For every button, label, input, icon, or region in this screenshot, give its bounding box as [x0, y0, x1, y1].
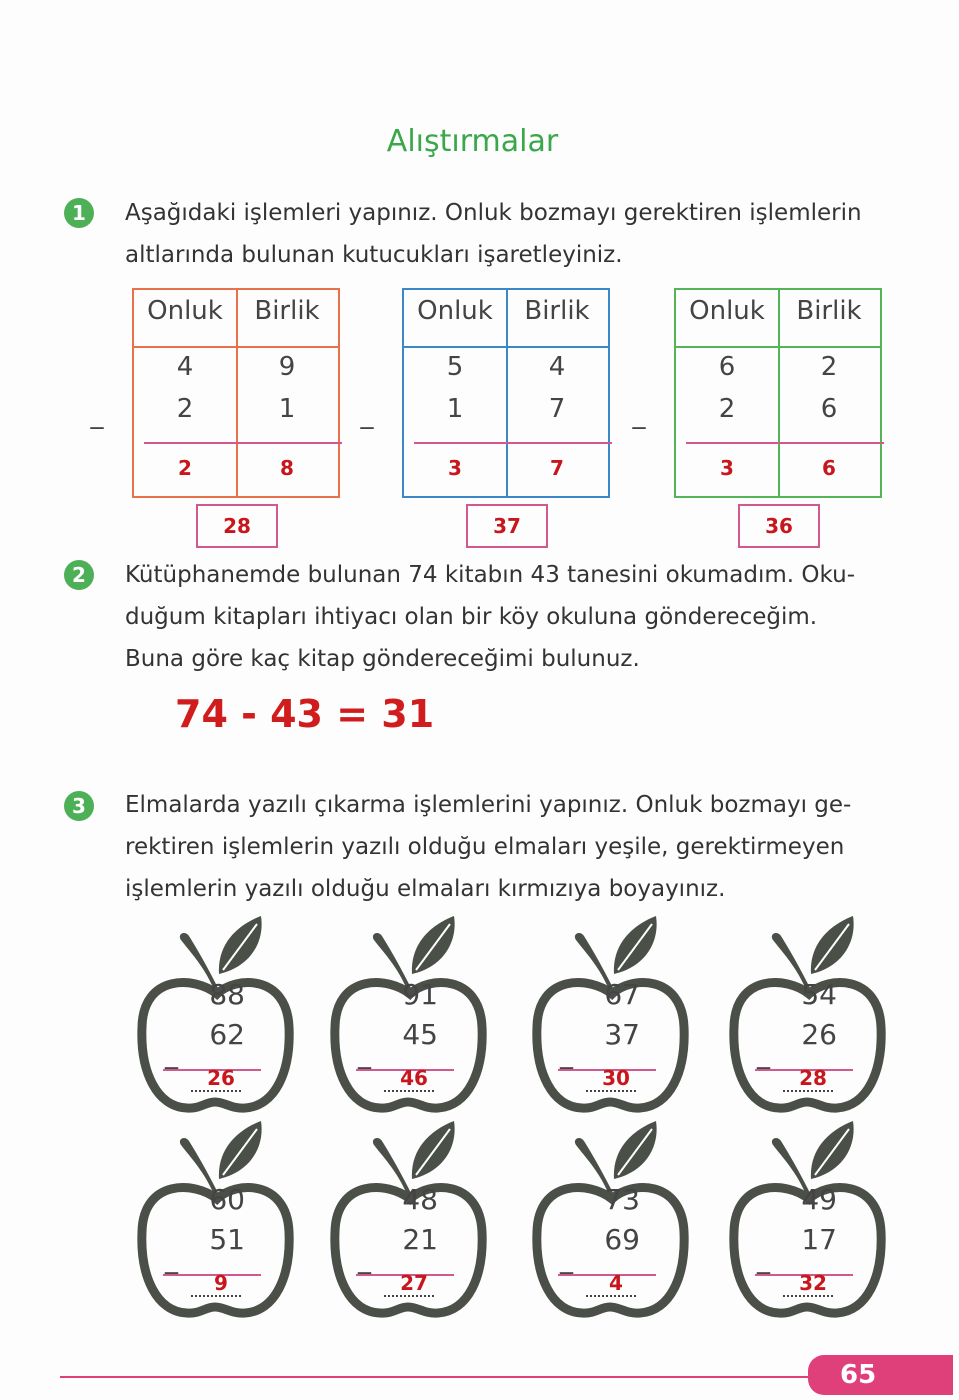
digit: 5 [446, 352, 464, 382]
result-line [144, 442, 342, 444]
minuend: 88 [209, 978, 245, 1011]
minuend: 91 [402, 978, 438, 1011]
minuend: 54 [801, 978, 837, 1011]
subtrahend: 69 [604, 1223, 640, 1256]
subtrahend: 45 [402, 1018, 438, 1051]
minus-sign: _ [757, 1245, 770, 1275]
text-line: altlarında bulunan kutucukları işaretleyiniz. [125, 242, 623, 268]
result-digit: 8 [280, 456, 294, 480]
header-birlik: Birlik [524, 296, 590, 326]
place-value-table [360, 288, 610, 498]
minuend: 73 [604, 1183, 640, 1216]
text-line: Aşağıdaki işlemleri yapınız. Onluk bozmayı gerektiren işlemlerin [125, 200, 862, 226]
header-onluk: Onluk [147, 296, 223, 326]
header-divider [676, 346, 880, 348]
minus-sign: _ [165, 1245, 178, 1275]
digit: 9 [278, 352, 296, 382]
text-line: Kütüphanemde bulunan 74 kitabın 43 tanesini okumadım. Oku- [125, 562, 855, 588]
result-digit: 6 [822, 456, 836, 480]
minuend: 49 [801, 1183, 837, 1216]
digit: 2 [718, 394, 736, 424]
minus-sign: _ [358, 1040, 371, 1070]
minus-sign: _ [165, 1040, 178, 1070]
header-birlik: Birlik [254, 296, 320, 326]
answer: 30 [602, 1066, 630, 1090]
exercise-number-2: 2 [64, 560, 94, 590]
result-line [414, 442, 612, 444]
exercise-number-3: 3 [64, 791, 94, 821]
text-line: rektiren işlemlerin yazılı olduğu elmaları yeşile, gerektirmeyen [125, 834, 845, 860]
exercise-number-1: 1 [64, 198, 94, 228]
subtrahend: 21 [402, 1223, 438, 1256]
text-line: Elmalarda yazılı çıkarma işlemlerini yapınız. Onluk bozmayı ge- [125, 792, 852, 818]
text-line: duğum kitapları ihtiyacı olan bir köy okuluna göndereceğim. [125, 604, 818, 630]
result-line [686, 442, 884, 444]
digit: 4 [176, 352, 194, 382]
digit: 7 [548, 394, 566, 424]
answer-checkbox[interactable]: 28 [196, 504, 278, 548]
subtrahend: 51 [209, 1223, 245, 1256]
handwritten-equation: 74 - 43 = 31 [175, 692, 435, 736]
answer: 26 [207, 1066, 235, 1090]
subtrahend: 26 [801, 1018, 837, 1051]
answer-checkbox[interactable]: 36 [738, 504, 820, 548]
minus-sign: _ [560, 1245, 573, 1275]
exercise-2-text [125, 554, 885, 680]
digit: 2 [176, 394, 194, 424]
minus-sign: _ [560, 1040, 573, 1070]
apple-problem[interactable] [328, 912, 488, 1117]
header-divider [134, 346, 338, 348]
minuend: 48 [402, 1183, 438, 1216]
page-title: Alıştırmalar [386, 124, 559, 159]
apple-problem[interactable] [328, 1117, 488, 1322]
header-divider [404, 346, 608, 348]
apple-problem[interactable] [530, 912, 690, 1117]
answer-checkbox[interactable]: 37 [466, 504, 548, 548]
exercise-3-text [125, 784, 885, 910]
digit: 6 [718, 352, 736, 382]
digit: 2 [820, 352, 838, 382]
minus-sign: _ [90, 400, 104, 430]
answer: 28 [799, 1066, 827, 1090]
apple-problem[interactable] [135, 1117, 295, 1322]
answer: 4 [609, 1271, 623, 1295]
result-digit: 7 [550, 456, 564, 480]
exercise-1-text [125, 192, 885, 276]
minus-sign: _ [757, 1040, 770, 1070]
apple-problem[interactable] [727, 912, 887, 1117]
answer: 27 [400, 1271, 428, 1295]
result-digit: 3 [720, 456, 734, 480]
digit: 4 [548, 352, 566, 382]
apple-problem[interactable] [530, 1117, 690, 1322]
answer: 46 [400, 1066, 428, 1090]
digit: 1 [278, 394, 296, 424]
digit: 1 [446, 394, 464, 424]
text-line: işlemlerin yazılı olduğu elmaları kırmızıya boyayınız. [125, 876, 726, 902]
subtrahend: 17 [801, 1223, 837, 1256]
minuend: 60 [209, 1183, 245, 1216]
text-line: Buna göre kaç kitap göndereceğimi bulunuz. [125, 646, 640, 672]
apple-problem[interactable] [135, 912, 295, 1117]
footer-line [60, 1376, 820, 1378]
minus-sign: _ [358, 1245, 371, 1275]
minus-sign: _ [632, 400, 646, 430]
place-value-table [90, 288, 340, 498]
result-digit: 2 [178, 456, 192, 480]
subtrahend: 37 [604, 1018, 640, 1051]
answer: 9 [214, 1271, 228, 1295]
subtrahend: 62 [209, 1018, 245, 1051]
answer: 32 [799, 1271, 827, 1295]
header-birlik: Birlik [796, 296, 862, 326]
result-digit: 3 [448, 456, 462, 480]
header-onluk: Onluk [417, 296, 493, 326]
page-number: 65 [808, 1355, 953, 1395]
digit: 6 [820, 394, 838, 424]
minus-sign: _ [360, 400, 374, 430]
apple-problem[interactable] [727, 1117, 887, 1322]
minuend: 67 [604, 978, 640, 1011]
header-onluk: Onluk [689, 296, 765, 326]
place-value-table [632, 288, 882, 498]
